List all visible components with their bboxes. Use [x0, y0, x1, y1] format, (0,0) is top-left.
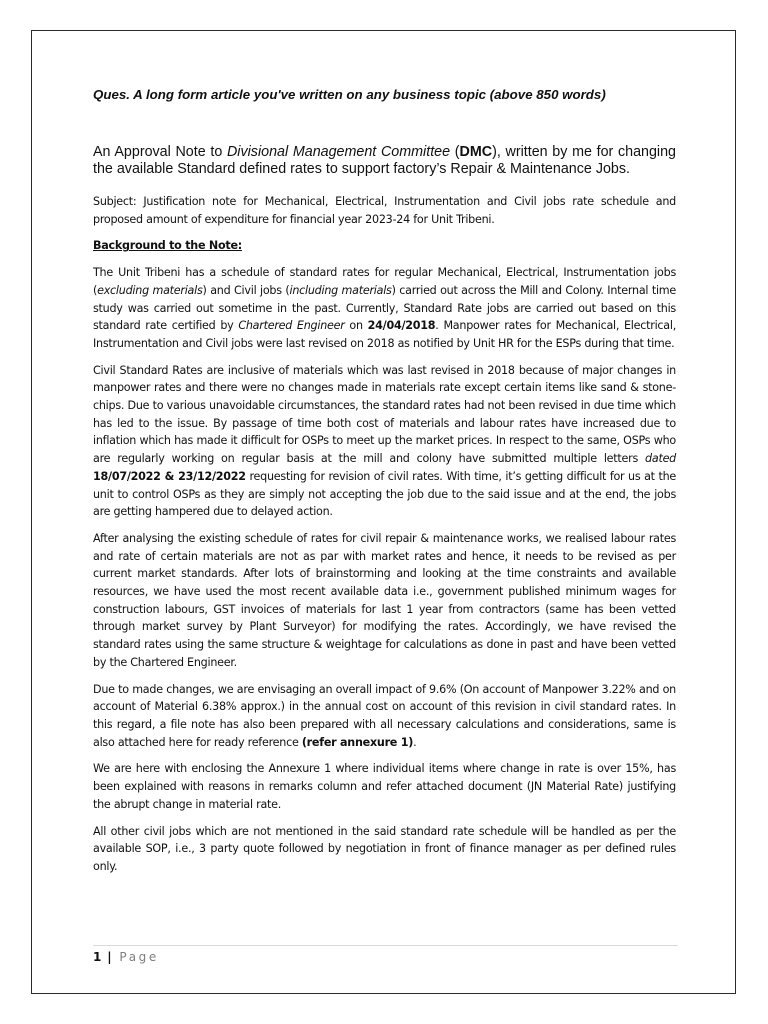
p2-text-3: requesting for revision of civil rates. With time, it’s getting difficult for us at the unit to control OSPs as they are simply not accepting the job due to the said issue and at the end, the jobs are getting hampered due to delayed action.	[93, 469, 676, 519]
intro-space: (	[450, 144, 460, 160]
p1-italic-1: excluding materials	[97, 283, 203, 297]
paragraph-4	[93, 681, 676, 752]
intro-paragraph	[93, 144, 676, 178]
subject-paragraph: Subject: Justification note for Mechanical, Electrical, Instrumentation and Civil jobs rate schedule and proposed amount of expenditure for financial year 2023-24 for Unit Tribeni.	[93, 195, 676, 226]
page-footer	[93, 945, 678, 965]
p1-text-4: on	[344, 319, 368, 333]
p4-bold-reference: (refer annexure 1)	[301, 735, 414, 749]
paragraph-1	[93, 264, 676, 353]
p2-italic-1: dated	[645, 452, 676, 466]
p1-italic-3: Chartered Engineer	[238, 319, 345, 333]
p1-italic-2: including materials	[289, 283, 392, 297]
page-separator: |	[107, 950, 112, 964]
p4-text-1: Due to made changes, we are envisaging an overall impact of 9.6% (On account of Manpower 3.22% and on account of Material 6.38% approx.) in the annual cost on account of this revision in civil standard rates. In this regard, a file note has also been prepared with all necessary calculations and considerations, same is also attached here for ready reference	[93, 682, 676, 749]
intro-committee: Divisional Management Committee	[226, 144, 451, 160]
paragraph-2	[93, 362, 676, 521]
question-heading: Ques. A long form article you've written on any business topic (above 850 words)	[93, 87, 606, 102]
p1-text-1: The Unit Tribeni has a schedule of standard rates for regular Mechanical, Electrical, Instrumentation jobs (	[93, 266, 676, 297]
paragraph-6: All other civil jobs which are not mentioned in the said standard rate schedule will be handled as per the available SOP, i.e., 3 party quote followed by negotiation in front of finance manager as per defined rules only.	[93, 824, 676, 873]
p1-bold-date: 24/04/2018	[367, 319, 436, 333]
document-body	[93, 86, 676, 885]
p2-text-1: Civil Standard Rates are inclusive of materials which was last revised in 2018 because of major changes in manpower rates and there were no changes made in materials rate except certain items like sand & stone-chips. Due to various unavoidable circumstances, the standard rates had not been revised in due time which has led to the issue. By passage of time both cost of materials and labour rates have increased due to inflation which has made it difficult for OSPs to meet up the market prices. In respect to the same, OSPs who are regularly working on regular basis at the mill and colony have submitted multiple letters	[93, 363, 676, 466]
intro-suffix: ), written by me for changing the available Standard defined rates to support factory’s Repair & Maintenance Jobs.	[93, 144, 677, 177]
page-label: Page	[119, 950, 159, 964]
p1-text-5: . Manpower rates for Mechanical, Electrical, Instrumentation and Civil jobs were last revised on 2018 as notified by Unit HR for the ESPs during that time.	[93, 319, 677, 350]
background-heading: Background to the Note:	[93, 239, 242, 253]
p4-text-2: .	[413, 735, 417, 749]
paragraph-3: After analysing the existing schedule of rates for civil repair & maintenance works, we realised labour rates and rate of certain materials are not as par with market rates and hence, it needs to be revised as per current market standards. After lots of brainstorming and looking at the time constraints and available resources, we have used the most recent available data i.e., government published minimum wages for construction labours, GST invoices of materials for last 1 year from contractors (same has been vetted through market survey by Plant Surveyor) for modifying the rates. Accordingly, we have revised the standard rates using the same structure & weightage for calculations as done in past and have been vetted by the Chartered Engineer.	[93, 531, 676, 669]
p2-bold-dates: 18/07/2022 & 23/12/2022	[93, 469, 246, 483]
intro-prefix: An Approval Note to	[93, 144, 227, 160]
page-number: 1	[93, 950, 102, 964]
intro-abbr: DMC	[459, 144, 493, 160]
p1-text-3: ) carried out across the Mill and Colony. Internal time study was carried out sometime in the past. Currently, Standard Rate jobs are carried out based on this standard rate certified by	[93, 283, 676, 333]
paragraph-5: We are here with enclosing the Annexure 1 where individual items where change in rate is over 15%, has been explained with reasons in remarks column and refer attached document (JN Material Rate) justifying the abrupt change in material rate.	[93, 762, 676, 811]
p1-text-2: ) and Civil jobs (	[202, 283, 290, 297]
